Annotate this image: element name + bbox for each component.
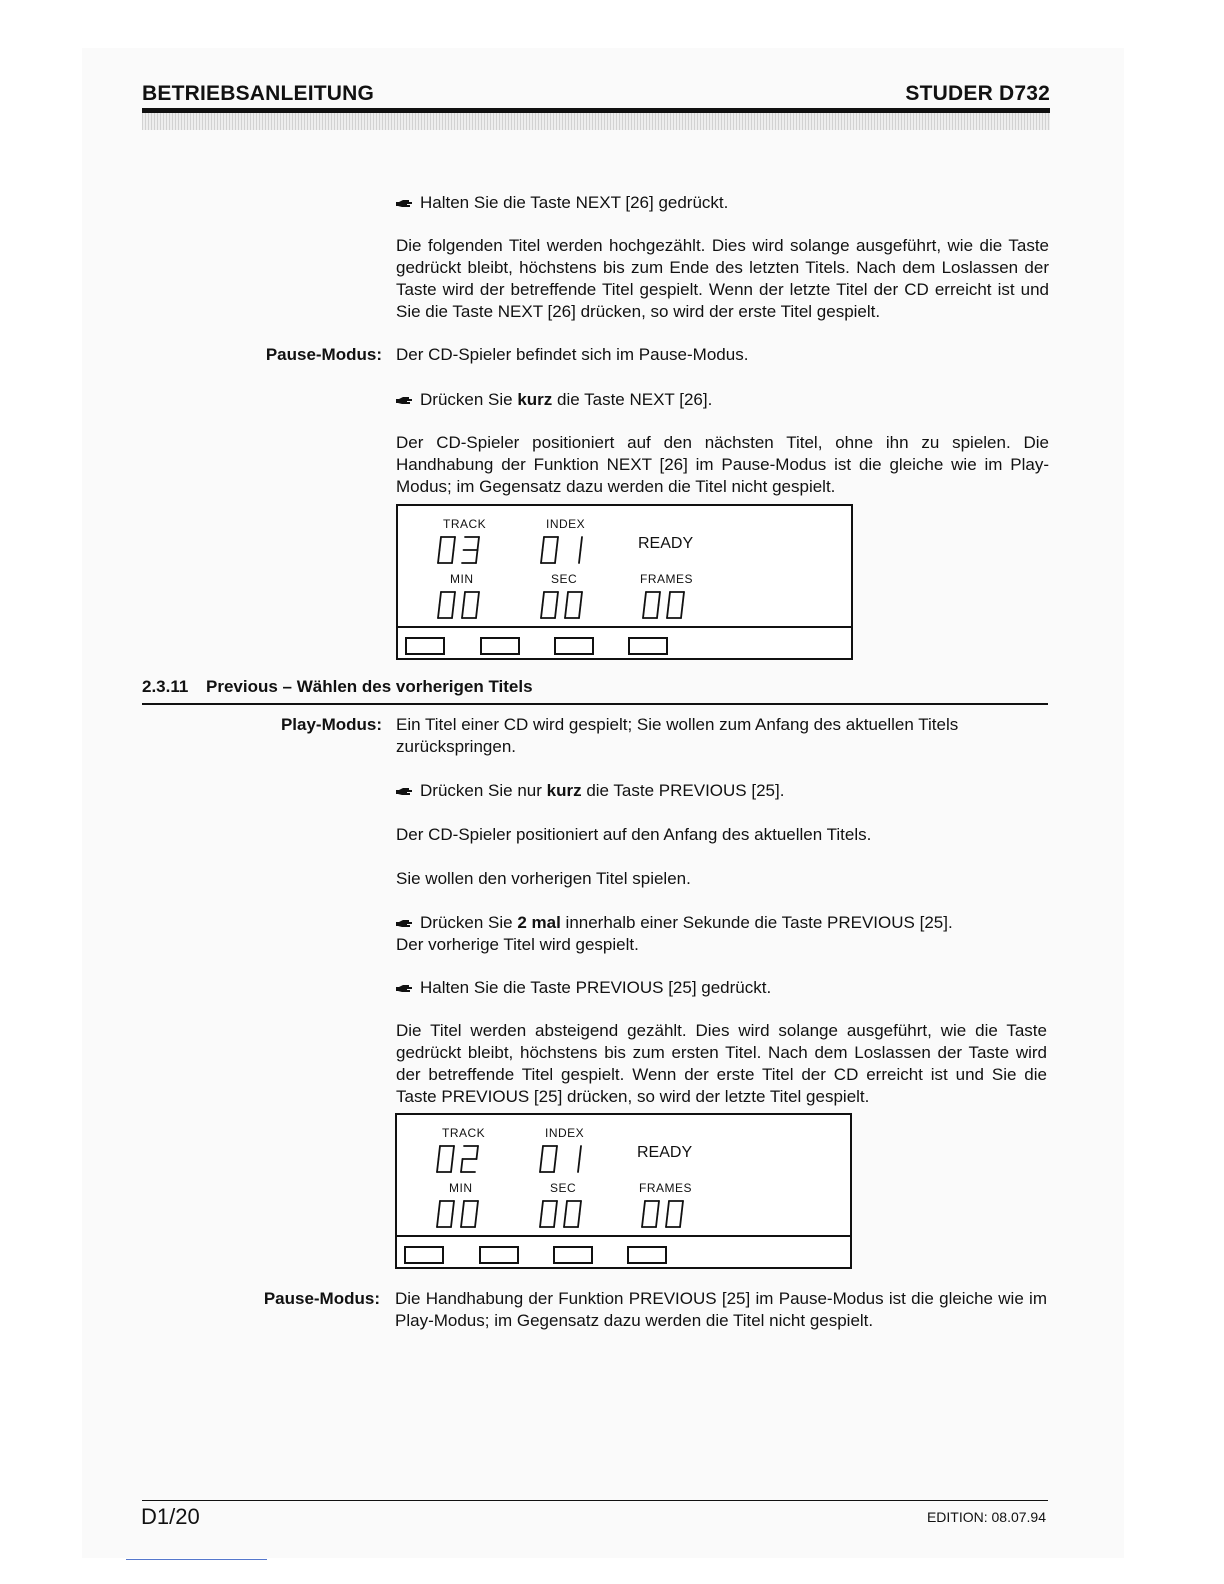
digit-segment xyxy=(581,537,583,550)
digit-segment xyxy=(476,550,478,563)
digit-segment xyxy=(453,1146,455,1159)
digit-segment xyxy=(542,1201,544,1214)
display-track-label: TRACK xyxy=(442,1126,486,1140)
digit-segment xyxy=(543,592,545,605)
instruction-press-next: Drücken Sie kurz die Taste NEXT [26]. xyxy=(396,389,1049,411)
digit-segment xyxy=(556,1201,558,1214)
result-previous-twice: Der vorherige Titel wird gespielt. xyxy=(396,935,639,954)
digit-segment xyxy=(566,1201,568,1214)
digit-segment xyxy=(453,1201,455,1214)
paragraph-previous-hold: Die Titel werden absteigend gezählt. Dies wird solange ausgeführt, wie die Taste gedrückt bleibt, höchstens bis zum ersten Titel. Nach dem Loslassen der Taste wird der betreffende Titel gespielt. Wenn der erste Titel der CD erreicht ist und Sie die Taste PREVIOUS [25] drücken, so wird der letzte Titel gespielt. xyxy=(396,1021,1047,1106)
cd-display-panel xyxy=(396,504,853,660)
digit-segment xyxy=(478,592,480,605)
display-min-label: MIN xyxy=(449,1181,473,1195)
display-index-label: INDEX xyxy=(545,1126,585,1140)
digit-segment xyxy=(554,1214,556,1227)
pointing-hand-icon xyxy=(396,787,412,797)
display-index-digits xyxy=(538,1143,588,1175)
digit-segment xyxy=(451,1214,453,1227)
display-sec-digits xyxy=(538,1198,588,1230)
digit-segment xyxy=(478,537,480,550)
digit-segment xyxy=(454,592,456,605)
digit-segment xyxy=(555,550,557,563)
section-number: 2.3.11 xyxy=(142,677,189,696)
digit-segment xyxy=(542,1146,544,1159)
digit-segment xyxy=(554,1159,556,1172)
display-track-digits xyxy=(435,1143,485,1175)
cd-display-panel-2 xyxy=(395,1113,852,1269)
instruction-hold-previous: Halten Sie die Taste PREVIOUS [25] gedrückt. xyxy=(396,977,1049,999)
digit-segment xyxy=(657,605,659,618)
digit-segment xyxy=(541,605,543,618)
digit-segment xyxy=(643,605,645,618)
display-status: READY xyxy=(637,1144,693,1161)
page-number: D1/20 xyxy=(141,1504,200,1529)
digit-segment xyxy=(668,1201,670,1214)
digit-segment xyxy=(477,1201,479,1214)
digit-segment xyxy=(642,1214,644,1227)
footer-rule xyxy=(142,1500,1048,1501)
display-sec-label: SEC xyxy=(551,572,578,586)
display-min-digits xyxy=(436,589,486,621)
display-frames-label: FRAMES xyxy=(640,572,694,586)
digit-segment xyxy=(543,537,545,550)
digit-segment xyxy=(659,592,661,605)
display-sec-label: SEC xyxy=(550,1181,577,1195)
display-key-2[interactable] xyxy=(480,637,520,655)
play-mode-text: Ein Titel einer CD wird gespielt; Sie wollen zum Anfang des aktuellen Titels zurückspringen. xyxy=(396,715,959,756)
display-divider xyxy=(398,626,851,628)
display-key-3[interactable] xyxy=(553,1246,593,1264)
digit-segment xyxy=(440,537,442,550)
display-key-3[interactable] xyxy=(554,637,594,655)
edition-date: EDITION: 08.07.94 xyxy=(926,1509,1046,1525)
digit-segment xyxy=(656,1214,658,1227)
digit-segment xyxy=(581,592,583,605)
digit-segment xyxy=(667,605,669,618)
digit-segment xyxy=(439,1201,441,1214)
paragraph-next-hold: Die folgenden Titel werden hochgezählt. Dies wird solange ausgeführt, wie die Taste gedrückt bleibt, höchstens bis zum Ende des letzten Titels. Nach dem Loslassen der Taste wird der betreffende Titel gespielt. Wenn der letzte Titel der CD erreicht ist und Sie die Taste NEXT [26] drücken, so wird der erste Titel gespielt. xyxy=(396,236,1049,321)
digit-segment xyxy=(541,550,543,563)
digit-segment xyxy=(580,1146,582,1159)
display-frames-digits xyxy=(641,589,691,621)
digit-segment xyxy=(565,605,567,618)
display-index-label: INDEX xyxy=(546,517,586,531)
display-index-digits xyxy=(539,534,589,566)
digit-segment xyxy=(437,1214,439,1227)
pointing-hand-icon xyxy=(396,396,412,406)
display-frames-label: FRAMES xyxy=(639,1181,693,1195)
display-key-1[interactable] xyxy=(405,637,445,655)
digit-segment xyxy=(477,1146,479,1159)
section-title: Previous – Wählen des vorherigen Titels xyxy=(206,677,533,696)
digit-segment xyxy=(463,1201,465,1214)
display-sec-digits xyxy=(539,589,589,621)
digit-segment xyxy=(440,592,442,605)
digit-segment xyxy=(437,1159,439,1172)
digit-segment xyxy=(461,1214,463,1227)
digit-segment xyxy=(680,1214,682,1227)
display-key-4[interactable] xyxy=(627,1246,667,1264)
display-min-digits xyxy=(435,1198,485,1230)
header-bar xyxy=(142,108,1050,130)
digit-segment xyxy=(645,592,647,605)
label-play-mode: Play-Modus: xyxy=(280,715,382,734)
display-divider xyxy=(397,1235,850,1237)
instruction-press-previous: Drücken Sie nur kurz die Taste PREVIOUS [25]. xyxy=(396,780,1049,802)
display-key-4[interactable] xyxy=(628,637,668,655)
pause-mode-text: Der CD-Spieler befindet sich im Pause-Modus. xyxy=(396,345,749,364)
digit-segment xyxy=(669,592,671,605)
digit-segment xyxy=(462,605,464,618)
digit-segment xyxy=(579,605,581,618)
section-heading xyxy=(142,676,1048,705)
digit-segment xyxy=(438,605,440,618)
display-status: READY xyxy=(638,535,694,552)
digit-segment xyxy=(681,605,683,618)
digit-segment xyxy=(476,605,478,618)
digit-segment xyxy=(644,1201,646,1214)
pointing-hand-icon xyxy=(396,984,412,994)
digit-segment xyxy=(461,1159,463,1172)
digit-segment xyxy=(683,592,685,605)
digit-segment xyxy=(556,1146,558,1159)
text-previous-title: Sie wollen den vorherigen Titel spielen. xyxy=(396,869,691,888)
display-frames-digits xyxy=(640,1198,690,1230)
digit-segment xyxy=(540,1214,542,1227)
header-title: BETRIEBSANLEITUNG xyxy=(142,82,375,105)
digit-segment xyxy=(451,1159,453,1172)
digit-segment xyxy=(578,1159,580,1172)
digit-segment xyxy=(682,1201,684,1214)
display-track-digits xyxy=(436,534,486,566)
digit-segment xyxy=(557,537,559,550)
digit-segment xyxy=(439,1146,441,1159)
instruction-hold-next: Halten Sie die Taste NEXT [26] gedrückt. xyxy=(396,192,1049,214)
pointing-hand-icon xyxy=(396,199,412,209)
header-model: STUDER D732 xyxy=(905,82,1050,105)
paragraph-pause-next: Der CD-Spieler positioniert auf den nächsten Titel, ohne ihn zu spielen. Die Handhabung der Funktion NEXT [26] im Pause-Modus ist die gleiche wie im Play-Modus; im Gegensatz dazu werden die Titel nicht gespielt. xyxy=(396,433,1049,496)
digit-segment xyxy=(564,1214,566,1227)
digit-segment xyxy=(464,592,466,605)
digit-segment xyxy=(578,1214,580,1227)
digit-segment xyxy=(580,1201,582,1214)
digit-segment xyxy=(452,550,454,563)
digit-segment xyxy=(438,550,440,563)
digit-segment xyxy=(452,605,454,618)
display-key-1[interactable] xyxy=(404,1246,444,1264)
digit-segment xyxy=(567,592,569,605)
display-key-2[interactable] xyxy=(479,1246,519,1264)
instruction-press-previous-twice: Drücken Sie 2 mal innerhalb einer Sekunde die Taste PREVIOUS [25]. xyxy=(396,912,1049,934)
digit-segment xyxy=(454,537,456,550)
digit-segment xyxy=(475,1214,477,1227)
result-previous-short: Der CD-Spieler positioniert auf den Anfang des aktuellen Titels. xyxy=(396,825,872,844)
pointing-hand-icon xyxy=(396,919,412,929)
display-min-label: MIN xyxy=(450,572,474,586)
digit-segment xyxy=(579,550,581,563)
digit-segment xyxy=(557,592,559,605)
pause-mode-previous-text: Die Handhabung der Funktion PREVIOUS [25] im Pause-Modus ist die gleiche wie im Play-Modus; im Gegensatz dazu werden die Titel nicht gespielt. xyxy=(395,1289,1047,1330)
digit-segment xyxy=(555,605,557,618)
label-pause-mode: Pause-Modus: xyxy=(265,345,382,364)
digit-segment xyxy=(540,1159,542,1172)
display-track-label: TRACK xyxy=(443,517,487,531)
digit-segment xyxy=(666,1214,668,1227)
footer-accent-line xyxy=(126,1559,267,1560)
label-pause-mode-2: Pause-Modus: xyxy=(263,1289,380,1308)
digit-segment xyxy=(658,1201,660,1214)
